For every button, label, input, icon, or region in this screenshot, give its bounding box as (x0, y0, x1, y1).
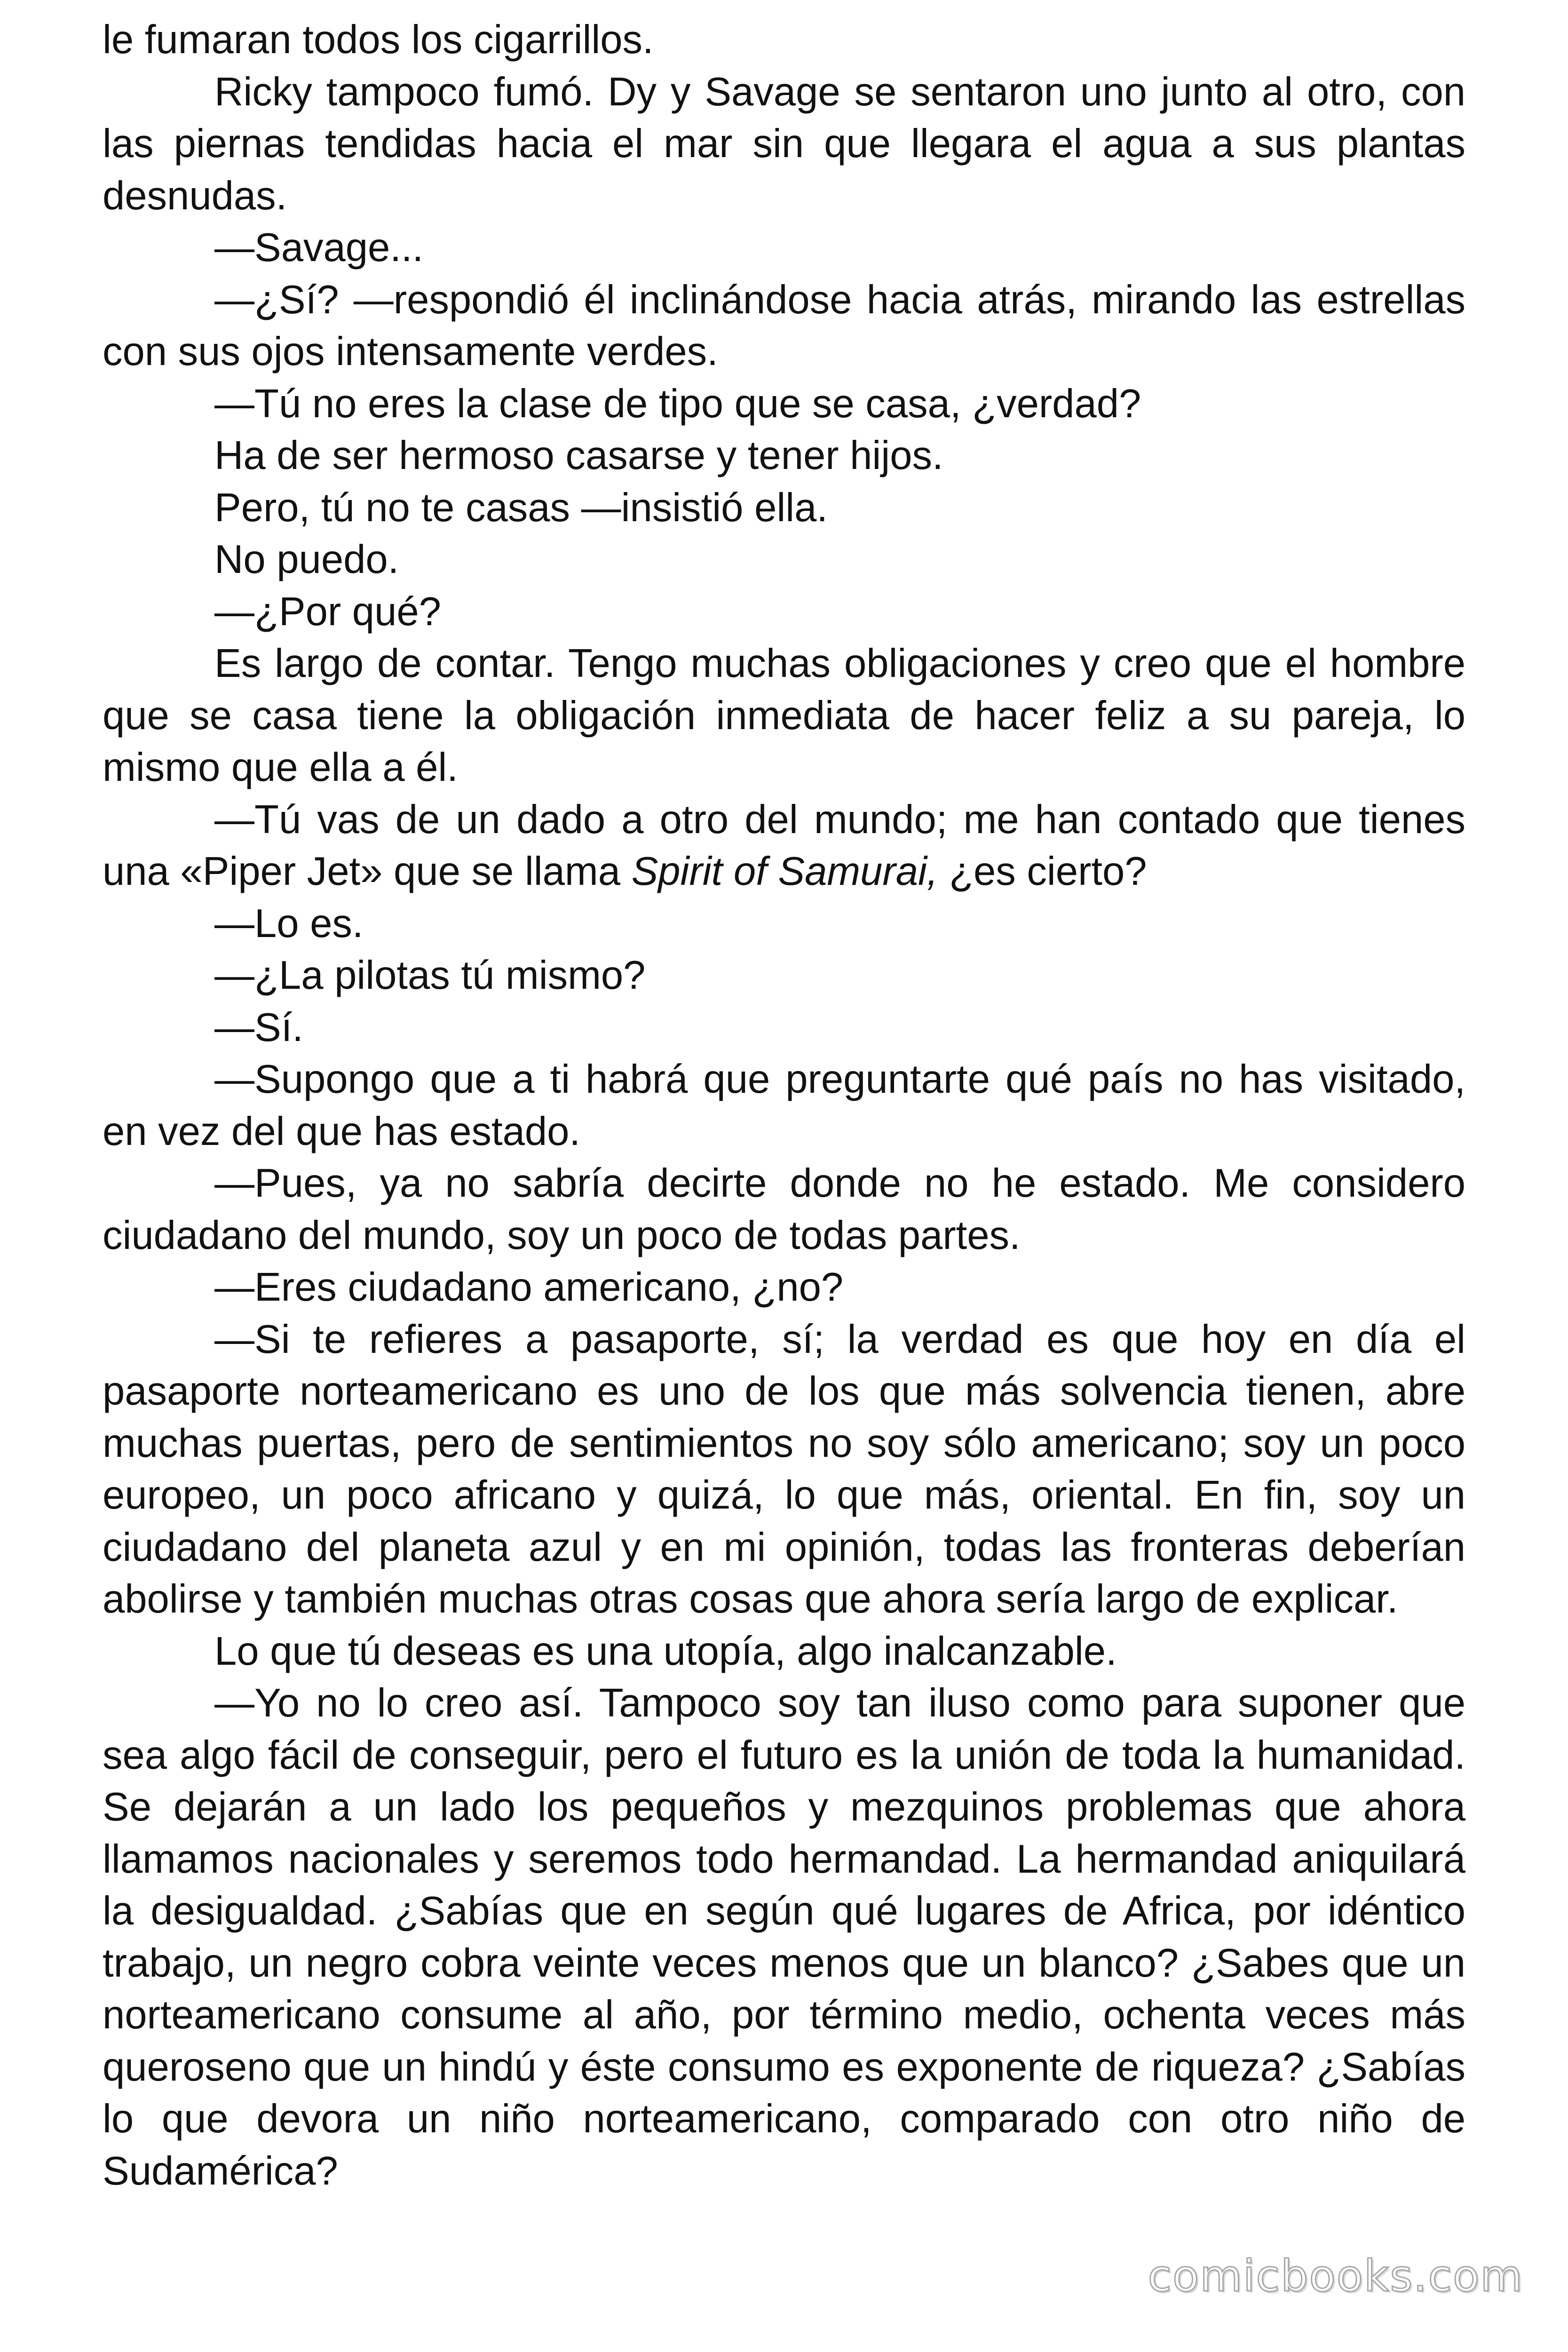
book-page-text (103, 14, 1465, 2197)
paragraph: Ricky tampoco fumó. Dy y Savage se sentaron uno junto al otro, con las piernas tendidas hacia el mar sin que llegara el agua a sus plantas desnudas. (103, 69, 1465, 218)
paragraph: le fumaran todos los cigarrillos. (103, 17, 654, 62)
paragraph: —Eres ciudadano americano, ¿no? (214, 1265, 844, 1310)
paragraph: Es largo de contar. Tengo muchas obligaciones y creo que el hombre que se casa tiene la obligación inmediata de hacer feliz a su pareja, lo mismo que ella a él. (103, 641, 1465, 790)
paragraph: —¿Por qué? (214, 589, 441, 634)
paragraph: Lo que tú deseas es una utopía, algo inalcanzable. (214, 1629, 1117, 1674)
paragraph: —Supongo que a ti habrá que preguntarte qué país no has visitado, en vez del que has estado. (103, 1057, 1465, 1154)
paragraph: —Savage... (214, 225, 424, 270)
paragraph: —Sí. (214, 1005, 303, 1050)
paragraph: —¿Sí? —respondió él inclinándose hacia atrás, mirando las estrellas con sus ojos intensamente verdes. (103, 277, 1465, 374)
italic-title: Spirit of Samurai, (631, 849, 938, 894)
paragraph (103, 794, 1465, 898)
paragraph: —¿La pilotas tú mismo? (214, 953, 646, 998)
paragraph-text: —Tú vas de un dado a otro del mundo; me han contado que tienes una «Piper Jet» que se llama (103, 797, 1465, 894)
paragraph: No puedo. (214, 537, 399, 582)
paragraph: Ha de ser hermoso casarse y tener hijos. (214, 433, 943, 478)
paragraph-text: ¿es cierto? (938, 849, 1147, 894)
paragraph: Pero, tú no te casas —insistió ella. (214, 485, 828, 530)
paragraph: —Tú no eres la clase de tipo que se casa, ¿verdad? (214, 381, 1141, 426)
paragraph: —Yo no lo creo así. Tampoco soy tan iluso como para suponer que sea algo fácil de conseguir, pero el futuro es la unión de toda la humanidad. Se dejarán a un lado los pequeños y mezquinos problemas que ahora llamamos nacionales y seremos todo hermandad. La hermandad aniquilará la desigualdad. ¿Sabías que en según qué lugares de Africa, por idéntico trabajo, un negro cobra veinte veces menos que un blanco? ¿Sabes que un norteamericano consume al año, por término medio, ochenta veces más queroseno que un hindú y éste consumo es exponente de riqueza? ¿Sabías lo que devora un niño norteamericano, comparado con otro niño de Sudamérica? (103, 1681, 1465, 2193)
paragraph: —Si te refieres a pasaporte, sí; la verdad es que hoy en día el pasaporte norteamericano es uno de los que más solvencia tienen, abre muchas puertas, pero de sentimientos no soy sólo americano; soy un poco europeo, un poco africano y quizá, lo que más, oriental. En fin, soy un ciudadano del planeta azul y en mi opinión, todas las fronteras deberían abolirse y también muchas otras cosas que ahora sería largo de explicar. (103, 1317, 1465, 1621)
paragraph: —Lo es. (214, 901, 364, 946)
watermark: comicbooks.com (1148, 2251, 1523, 2301)
paragraph: —Pues, ya no sabría decirte donde no he estado. Me considero ciudadano del mundo, soy un poco de todas partes. (103, 1161, 1465, 1258)
